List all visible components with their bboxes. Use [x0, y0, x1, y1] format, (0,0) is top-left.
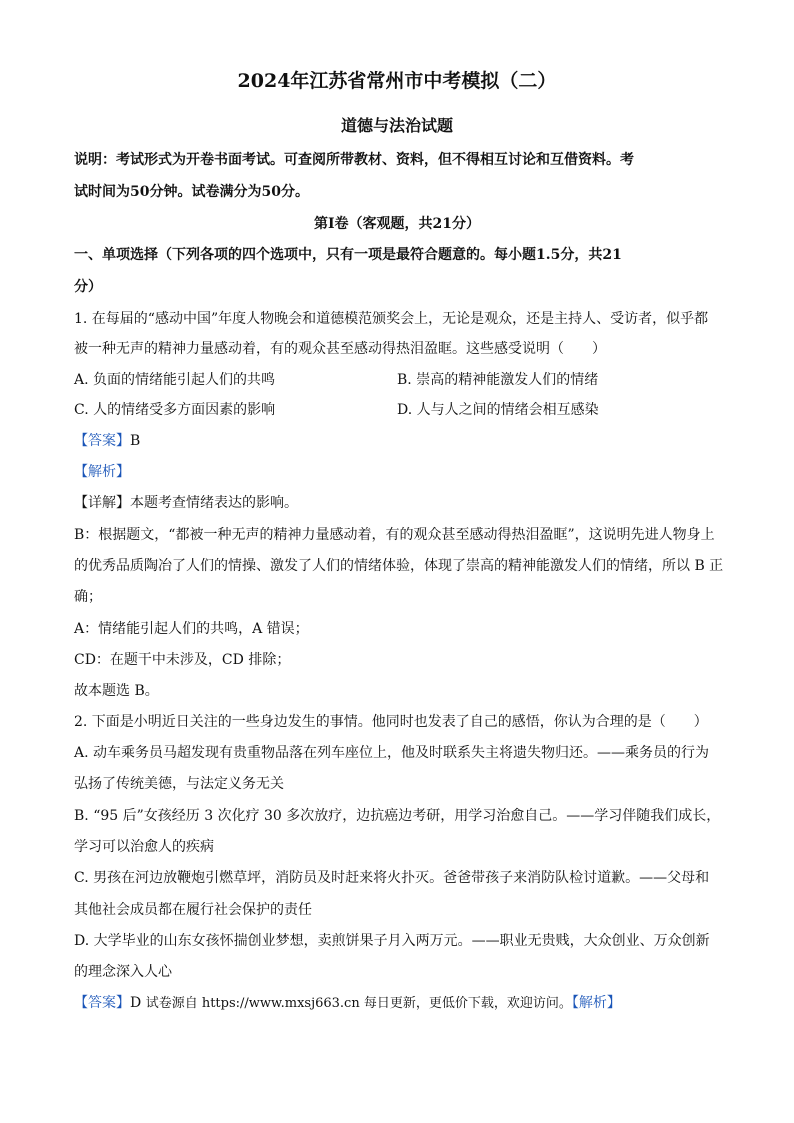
- q2-option-b-line-2: 学习可以治愈人的疾病: [74, 839, 214, 855]
- q1-explanation-line-1: B：根据题文，“都被一种无声的精神力量感动着，有的观众甚至感动得热泪盈眶”，这说明先进人物身上: [74, 527, 715, 543]
- q1-option-c: C. 人的情绪受多方面因素的影响: [74, 402, 276, 418]
- q1-analysis: [74, 463, 724, 481]
- q2-option-c-line-1: C. 男孩在河边放鞭炮引燃草坪，消防员及时赶来将火扑灭。爸爸带孩子来消防队检讨道歉。——父母和: [74, 870, 710, 886]
- q1-explanation-line-6: 故本题选 B。: [74, 683, 159, 699]
- exam-title: 2024年江苏省常州市中考模拟（二）: [237, 70, 557, 92]
- q2-option-c-line-2: 其他社会成员都在履行社会保护的责任: [74, 902, 312, 918]
- answer-label: 【答案】: [74, 433, 130, 449]
- section-heading: 第Ⅰ卷（客观题，共21分）: [313, 216, 481, 232]
- q1-option-d: D. 人与人之间的情绪会相互感染: [397, 402, 599, 418]
- part-heading-line-1: 一、单项选择（下列各项的四个选项中，只有一项是最符合题意的。每小题1.5分，共21: [74, 247, 622, 263]
- answer-value: B: [130, 433, 141, 449]
- subject-title: 道德与法治试题: [340, 116, 453, 135]
- q2-option-a-line-1: A. 动车乘务员马超发现有贵重物品落在列车座位上，他及时联系失主将遗失物归还。——乘务员的行为: [74, 745, 710, 761]
- q1-explanation-line-2: 的优秀品质陶冶了人们的情操、激发了人们的情绪体验，体现了崇高的精神能激发人们的情绪，所以 B 正: [74, 558, 724, 574]
- q1-answer: [74, 432, 724, 450]
- q1-stem-line-1: 1. 在每届的“感动中国”年度人物晚会和道德模范颁奖会上，无论是观众，还是主持人、受访者，似乎都: [74, 311, 709, 327]
- instruction-line-2: 试时间为50分钟。试卷满分为50分。: [74, 184, 309, 200]
- q1-option-b: B. 崇高的精神能激发人们的情绪: [397, 372, 599, 388]
- analysis-label: 【解析】: [571, 995, 621, 1011]
- q2-answer-line: [74, 994, 724, 1013]
- q1-detail: [74, 494, 724, 512]
- q1-explanation-line-5: CD：在题干中未涉及，CD 排除；: [74, 652, 291, 668]
- q2-option-d-line-1: D. 大学毕业的山东女孩怀揣创业梦想，卖煎饼果子月入两万元。——职业无贵贱，大众创业、万众创新: [74, 933, 710, 949]
- part-heading-line-2: 分）: [74, 279, 102, 295]
- answer-label: 【答案】: [74, 995, 130, 1011]
- detail-label: 【详解】: [74, 495, 130, 511]
- q2-stem: 2. 下面是小明近日关注的一些身边发生的事情。他同时也发表了自己的感悟，你认为合理的是（ ）: [74, 714, 708, 730]
- q2-option-d-line-2: 的理念深入人心: [74, 964, 172, 980]
- source-note: 试卷源自 https://www.mxsj663.cn 每日更新，更低价下载，欢迎访问。: [145, 996, 572, 1011]
- q1-stem-line-2: 被一种无声的精神力量感动着，有的观众甚至感动得热泪盈眶。这些感受说明（ ）: [74, 341, 606, 357]
- q1-explanation-line-4: A：情绪能引起人们的共鸣，A 错误；: [74, 621, 309, 637]
- analysis-label: 【解析】: [74, 464, 130, 480]
- instruction-line-1: 说明：考试形式为开卷书面考试。可查阅所带教材、资料，但不得相互讨论和互借资料。考: [74, 152, 634, 168]
- answer-value: D: [130, 995, 142, 1011]
- q1-option-a: A. 负面的情绪能引起人们的共鸣: [74, 372, 276, 388]
- detail-text: 本题考查情绪表达的影响。: [130, 495, 298, 511]
- q2-option-a-line-2: 弘扬了传统美德，与法定义务无关: [74, 776, 284, 792]
- q2-option-b-line-1: B. “95 后”女孩经历 3 次化疗 30 多次放疗，边抗癌边考研，用学习治愈自己。——学习伴随我们成长，: [74, 808, 721, 824]
- q1-explanation-line-3: 确；: [74, 589, 102, 605]
